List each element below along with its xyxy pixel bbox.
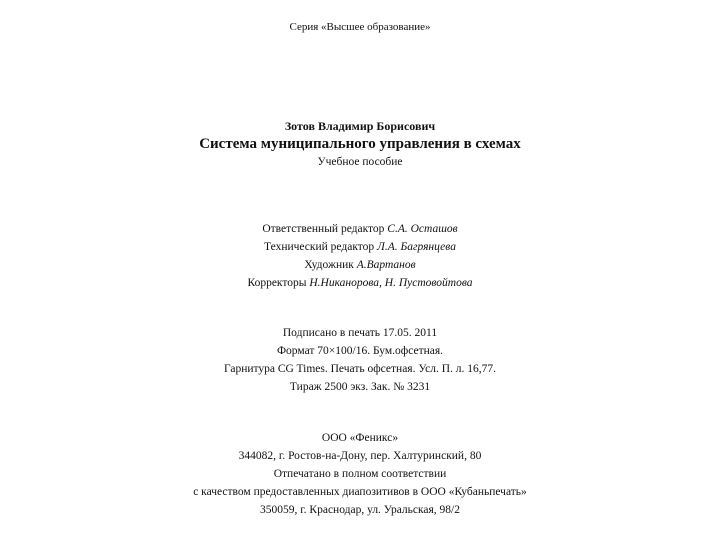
publisher-line: Отпечатано в полном соответствии bbox=[273, 468, 447, 480]
credit-role: Художник bbox=[304, 259, 354, 271]
credit-line bbox=[0, 278, 720, 290]
publisher-line: 350059, г. Краснодар, ул. Уральская, 98/2 bbox=[260, 504, 460, 516]
publisher-line: 344082, г. Ростов-на-Дону, пер. Халтуринский, 80 bbox=[238, 450, 482, 462]
imprint-line: Подписано в печать 17.05. 2011 bbox=[282, 327, 438, 339]
credit-name: Н.Никанорова, Н. Пустовойтова bbox=[309, 277, 473, 289]
publisher-line: с качеством предоставленных диапозитивов в ООО «Кубаньпечать» bbox=[193, 486, 527, 498]
publisher-line: ООО «Феникс» bbox=[321, 432, 399, 444]
credit-role: Корректоры bbox=[247, 277, 307, 289]
credit-role: Ответственный редактор bbox=[262, 223, 385, 235]
book-subtitle: Учебное пособие bbox=[317, 156, 403, 168]
credit-line bbox=[0, 224, 720, 236]
series-label: Серия «Высшее образование» bbox=[289, 21, 431, 33]
credit-line bbox=[0, 260, 720, 272]
credit-role: Технический редактор bbox=[264, 241, 375, 253]
credit-name: Л.А. Багрянцева bbox=[377, 241, 456, 253]
book-title: Система муниципального управления в схемах bbox=[199, 136, 521, 152]
credit-name: А.Вартанов bbox=[356, 259, 416, 271]
imprint-line: Формат 70×100/16. Бум.офсетная. bbox=[276, 345, 444, 357]
credit-name: С.А. Осташов bbox=[387, 223, 458, 235]
imprint-line: Тираж 2500 экз. Зак. № 3231 bbox=[289, 381, 431, 393]
author-name: Зотов Владимир Борисович bbox=[284, 119, 436, 133]
imprint-line: Гарнитура CG Times. Печать офсетная. Усл. П. л. 16,77. bbox=[224, 363, 496, 375]
credit-line bbox=[0, 242, 720, 254]
